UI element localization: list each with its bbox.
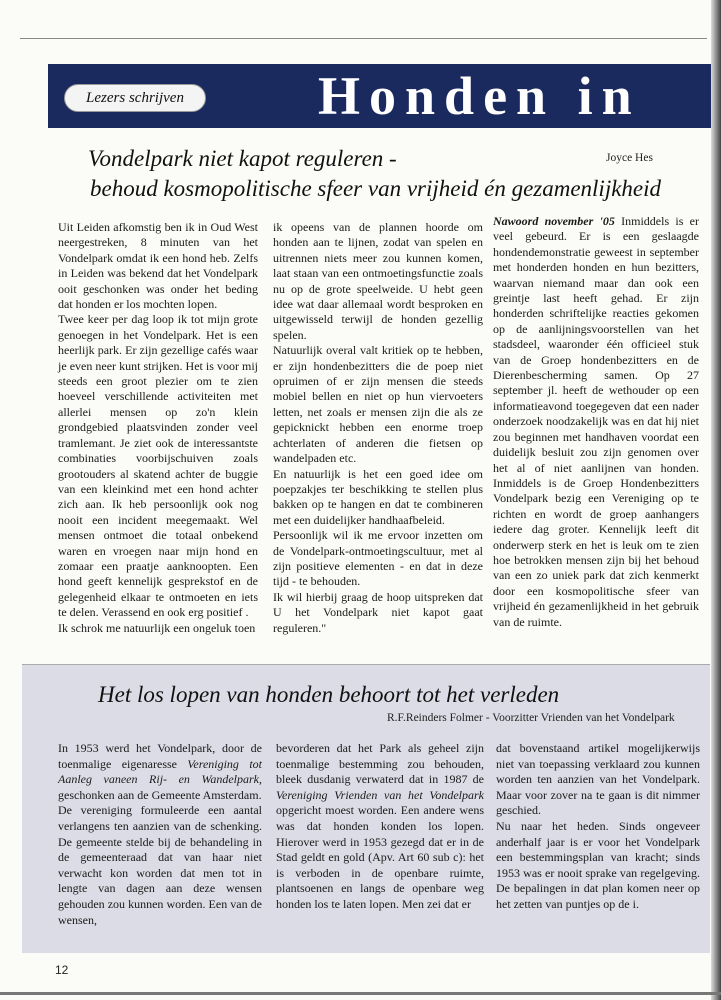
banner-title: Honden in	[318, 66, 641, 126]
paragraph: De vereniging formuleerde een aantal verlangens ten aanzien van de schenking. De gemeente stelde bij de behandeling in de gemeenteraad dat van haar niet verwacht kon worden dat men tot in lengte van dagen aan deze wensen gehouden zou kunnen worden. Een van de wensen,	[58, 803, 262, 927]
paragraph: dat bovenstaand artikel mogelijkerwijs niet van toepassing verklaard zou kunnen worden ten aanzien van het Vondelpark. Maar voor zover na te gaan is dit nimmer geschied.	[496, 741, 700, 818]
paragraph: Natuurlijk overal valt kritiek op te hebben, er zijn hondenbezitters die de poep niet opruimen of er zijn mensen die steeds mobiel bellen en niet op hun viervoeters letten, net zoals er mensen zijn die als ze gepicknickt hebben een enorme troep achterlaten of anderen die fietsen op wandelpaden etc.	[273, 343, 483, 466]
bottom-rule	[0, 992, 721, 995]
article1-column-2	[273, 220, 483, 636]
afterword-text: Inmiddels is er veel gebeurd. Er is een geslaagde hondendemonstratie geweest in september met honderden honden en hun bezitters, waarvan niemand maar dan ook een greintje last heeft gehad. Er zijn honderden schriftelijke reacties gekomen op de aanlijningsvoorstellen van het stadsdeel, waaronder één officieel stuk van de Groep hondenbezitters en de Dierenbescherming samen. Op 27 september jl. heeft de wethouder op een informatieavond toegegeven dat een nader onderzoek noodzakelijk was en dat hij niet zou beginnen met handhaven voordat een duidelijk besluit zou zijn genomen over het al of niet aanlijnen van honden. Inmiddels is de Groep Hondenbezitters Vondelpark bezig een Vereniging op te richten en wordt de groep aanhangers iedere dag groter. Kennelijk leeft dit onderwerp sterk en het is leuk om te zien hoe betrokken mensen zijn bij het behoud van een zo uniek park dat zich kenmerkt door een kosmopolitische sfeer van vrijheid én gezamenlijkheid in het gebruik van de ruimte.	[493, 214, 699, 629]
paragraph: Twee keer per dag loop ik tot mijn grote genoegen in het Vondelpark. Het is een heerlijk park. Er zijn gezellige cafés waar je even neer kunt strijken. Het is voor mij steeds een groot plezier om te zien hoeveel verschillende activiteiten met allerlei mensen op zo'n klein grondgebied plaatsvinden zonder veel tramlemant. Je ziet ook de interessantste combinaties voorbijschuiven zoals grootouders al skatend achter de buggie van een kleinkind met een hond achter zich aan. Ik heb persoonlijk ook nog nooit een incident meegemaakt. Wel mensen ontmoet die totaal onbekend waren en vroegen naar mijn hond en zomaar een praatje aanknoopten. Een hond geeft kennelijk gesprekstof en de gelegenheid elkaar te ontmoeten en iets te delen. Verassend en ook erg positief .	[58, 312, 258, 620]
paragraph: Persoonlijk wil ik me ervoor inzetten om de Vondelpark-ontmoetingscultuur, met al zijn positieve elementen - en dat in deze tijd - te behouden.	[273, 528, 483, 589]
page-number: 12	[55, 963, 69, 977]
article1-column-3	[493, 214, 699, 630]
article2-headline: Het los lopen van honden behoort tot het verleden	[98, 682, 560, 707]
paragraph: En natuurlijk is het een goed idee om poepzakjes ter beschikking te stellen plus bakken op te hangen en dat te combineren met een duidelijker handhaafbeleid.	[273, 466, 483, 527]
paragraph: Ik wil hierbij graag de hoop uitspreken dat U het Vondelpark niet kapot gaat reguleren."	[273, 589, 483, 635]
section-label: Lezers schrijven	[64, 84, 206, 112]
paragraph: ik opeens van de plannen hoorde om honden aan te lijnen, zodat van spelen en uitrennen niets meer zou kunnen komen, laat staan van een ontmoetingsfunctie zoals nu op de grote speelweide. U hebt geen idee wat daar allemaal wordt besproken en uitgewisseld terwijl de honden gezellig spelen.	[273, 220, 483, 342]
afterword-lead: Nawoord november '05	[493, 214, 615, 228]
article1-column-1	[58, 220, 258, 636]
text-run: , geschonken aan de Gemeente Amsterdam.	[58, 772, 262, 802]
text-run: opgericht moest worden. Een andere wens was dat honden konden los lopen. Hierover werd in 1953 gezegd dat er in de Stad geldt en gold (Apv. Art 60 sub c): het is verboden in de openbare ruimte, plantsoenen en langs de openbare weg honden los te laten lopen. Men zei dat er	[276, 803, 484, 911]
article1-headline-line1: Vondelpark niet kapot reguleren -	[88, 146, 397, 171]
article1-author: Joyce Hes	[606, 152, 653, 164]
article2-column-1	[58, 741, 262, 928]
page-edge	[711, 0, 721, 1000]
article2-column-2	[276, 741, 484, 913]
paragraph: Ik schrok me natuurlijk een ongeluk toen	[58, 620, 256, 635]
text-run-italic: Vereniging Vrienden van het Vondelpark	[276, 787, 484, 802]
article2-column-3	[496, 741, 700, 913]
paragraph: Uit Leiden afkomstig ben ik in Oud West neergestreken, 8 minuten van het Vondelpark omdat ik een hond heb. Zelfs in Leiden was bekend dat het Vondelpark ooit geschonken was onder het beding dat honden er los mochten lopen.	[58, 220, 258, 312]
paragraph: Nu naar het heden. Sinds ongeveer anderhalf jaar is er voor het Vondelpark een bestemmingsplan van kracht; sinds 1953 was er nooit sprake van regelgeving. De bepalingen in dat plan komen neer op het zetten van puntjes op de i.	[496, 818, 700, 911]
article1-headline-line2: behoud kosmopolitische sfeer van vrijheid én gezamenlijkheid	[90, 176, 662, 201]
top-rule	[20, 38, 707, 39]
article2-author: R.F.Reinders Folmer - Voorzitter Vrienden van het Vondelpark	[387, 712, 675, 724]
text-run: In 1953 werd het Vondelpark, door de toenmalige eigenaresse	[58, 741, 262, 771]
text-run-italic: Vereniging tot Aanleg vaneen Rij- en Wandelpark	[58, 756, 262, 787]
text-run: bevorderen dat het Park als geheel zijn toenmalige bestemming zou behouden, bleek dusdanig verwaterd dat in 1987 de	[276, 741, 484, 787]
